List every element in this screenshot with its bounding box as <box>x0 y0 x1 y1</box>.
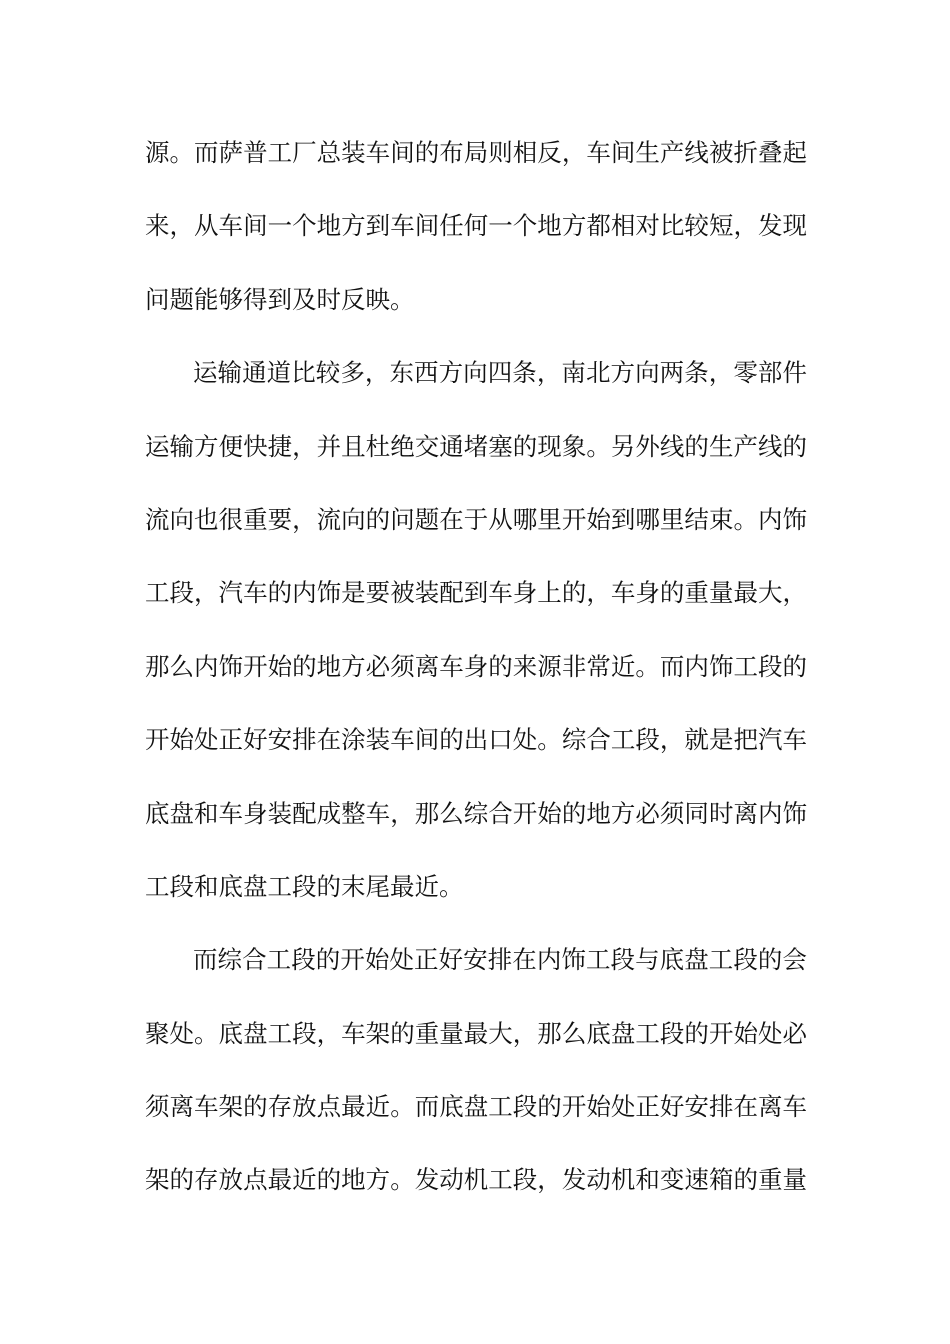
text-line: 来，从车间一个地方到车间任何一个地方都相对比较短，发现 <box>145 211 807 241</box>
paragraph-3 <box>145 934 807 1228</box>
paragraph-2 <box>145 347 807 934</box>
text-line: 架的存放点最近的地方。发动机工段，发动机和变速箱的重量 <box>145 1165 807 1195</box>
text-line: 那么内饰开始的地方必须离车身的来源非常近。而内饰工段的 <box>145 651 807 681</box>
text-line: 流向也很重要，流向的问题在于从哪里开始到哪里结束。内饰 <box>145 504 807 534</box>
text-line: 运输方便快捷，并且杜绝交通堵塞的现象。另外线的生产线的 <box>145 431 807 461</box>
text-line: 聚处。底盘工段，车架的重量最大，那么底盘工段的开始处必 <box>145 1018 807 1048</box>
text-line: 问题能够得到及时反映。 <box>145 284 415 314</box>
text-line: 工段，汽车的内饰是要被装配到车身上的，车身的重量最大， <box>145 578 807 608</box>
text-line: 运输通道比较多，东西方向四条，南北方向两条，零部件 <box>193 358 807 388</box>
text-line: 开始处正好安排在涂装车间的出口处。综合工段，就是把汽车 <box>145 725 807 755</box>
text-line: 而综合工段的开始处正好安排在内饰工段与底盘工段的会 <box>193 945 807 975</box>
text-line: 底盘和车身装配成整车，那么综合开始的地方必须同时离内饰 <box>145 798 807 828</box>
text-line: 须离车架的存放点最近。而底盘工段的开始处正好安排在离车 <box>145 1092 807 1122</box>
paragraph-1 <box>145 127 807 347</box>
text-line: 源。而萨普工厂总装车间的布局则相反，车间生产线被折叠起 <box>145 138 807 167</box>
document-body <box>145 127 807 1228</box>
text-line: 工段和底盘工段的末尾最近。 <box>145 871 464 901</box>
